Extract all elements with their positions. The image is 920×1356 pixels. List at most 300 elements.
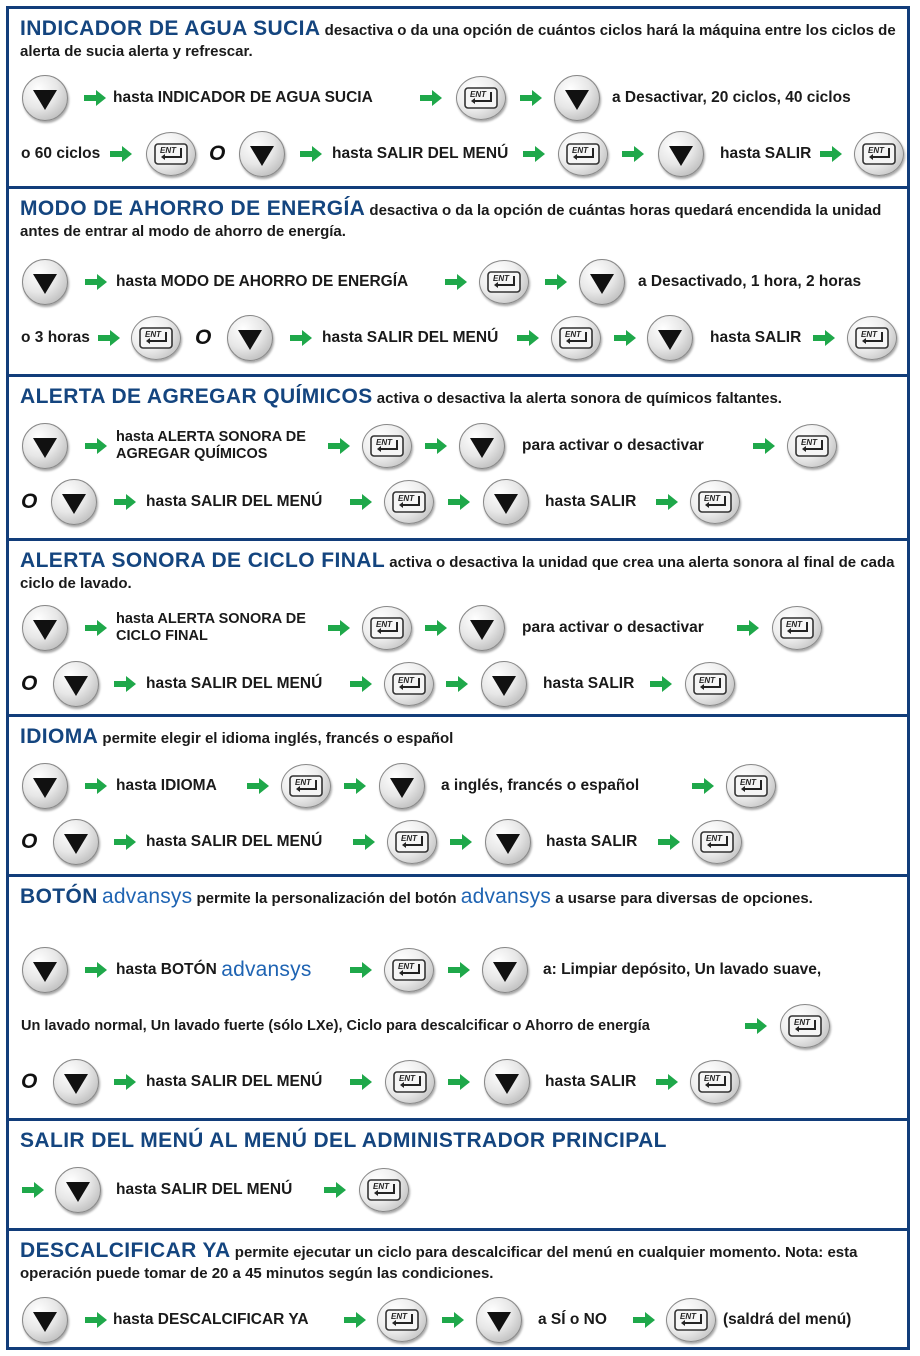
svg-text:ENT: ENT bbox=[794, 1018, 810, 1027]
svg-text:ENT: ENT bbox=[398, 494, 414, 503]
down-arrow-button-icon bbox=[647, 315, 693, 361]
icon-slot bbox=[84, 603, 110, 653]
down-arrow-button-icon bbox=[483, 479, 529, 525]
green-arrow-icon bbox=[736, 618, 762, 638]
section-heading bbox=[20, 198, 897, 242]
down-arrow-button-icon bbox=[481, 661, 527, 707]
icon-slot bbox=[362, 421, 412, 471]
icon-slot bbox=[655, 1057, 681, 1107]
icon-slot bbox=[424, 603, 450, 653]
icon-slot bbox=[519, 73, 545, 123]
green-arrow-icon bbox=[349, 1072, 375, 1092]
icon-slot bbox=[53, 817, 99, 867]
down-arrow-button-icon bbox=[579, 259, 625, 305]
svg-text:ENT: ENT bbox=[861, 330, 877, 339]
green-arrow-icon bbox=[352, 832, 378, 852]
icon-slot bbox=[84, 1295, 110, 1345]
svg-text:ENT: ENT bbox=[470, 90, 486, 99]
svg-text:ENT: ENT bbox=[145, 330, 161, 339]
section-title: MODO DE AHORRO DE ENERGÍA bbox=[20, 197, 366, 220]
enter-button-icon bbox=[362, 606, 412, 650]
green-arrow-icon bbox=[323, 1180, 349, 1200]
down-arrow-button-icon bbox=[22, 1297, 68, 1343]
green-arrow-icon bbox=[84, 776, 110, 796]
step-text: hasta SALIR DEL MENÚ bbox=[146, 833, 323, 850]
enter-button-icon bbox=[384, 948, 434, 992]
section-description: desactiva o da una opción de cuántos ciclos hará la máquina entre los ciclos de alerta de sucia alerta y refrescar. bbox=[20, 22, 896, 60]
enter-button-icon bbox=[780, 1004, 830, 1048]
icon-slot bbox=[113, 659, 139, 709]
svg-text:ENT: ENT bbox=[373, 1182, 389, 1191]
enter-button-icon bbox=[551, 316, 601, 360]
icon-slot bbox=[484, 1057, 530, 1107]
icon-slot bbox=[53, 1057, 99, 1107]
green-arrow-icon bbox=[84, 272, 110, 292]
icon-slot bbox=[812, 313, 838, 363]
section-energy-saving-mode bbox=[9, 189, 907, 377]
green-arrow-icon bbox=[84, 618, 110, 638]
green-arrow-icon bbox=[299, 144, 325, 164]
step-text: hasta BOTÓN bbox=[116, 961, 217, 978]
down-arrow-button-icon bbox=[53, 1059, 99, 1105]
svg-text:ENT: ENT bbox=[399, 1074, 415, 1083]
icon-slot bbox=[349, 945, 375, 995]
advansys-logo: advansys bbox=[221, 958, 312, 981]
icon-slot bbox=[447, 1057, 473, 1107]
icon-slot bbox=[384, 659, 434, 709]
green-arrow-icon bbox=[97, 328, 123, 348]
step-text: hasta INDICADOR DE AGUA SUCIA bbox=[113, 89, 373, 106]
enter-button-icon bbox=[362, 424, 412, 468]
down-arrow-button-icon bbox=[227, 315, 273, 361]
green-arrow-icon bbox=[632, 1310, 658, 1330]
down-arrow-button-icon bbox=[22, 259, 68, 305]
icon-slot bbox=[131, 313, 181, 363]
or-label: O bbox=[195, 326, 212, 349]
enter-button-icon bbox=[385, 1060, 435, 1104]
green-arrow-icon bbox=[812, 328, 838, 348]
icon-slot bbox=[377, 1295, 427, 1345]
green-arrow-icon bbox=[752, 436, 778, 456]
icon-slot bbox=[483, 477, 529, 527]
svg-text:ENT: ENT bbox=[391, 1312, 407, 1321]
icon-slot bbox=[481, 659, 527, 709]
svg-text:ENT: ENT bbox=[401, 834, 417, 843]
green-arrow-icon bbox=[424, 618, 450, 638]
section-heading bbox=[20, 726, 897, 749]
icon-slot bbox=[55, 1165, 101, 1215]
step-note: (saldrá del menú) bbox=[723, 1311, 852, 1328]
icon-slot bbox=[445, 659, 471, 709]
section-cycle-end-alert bbox=[9, 541, 907, 717]
icon-slot bbox=[323, 1165, 349, 1215]
svg-text:ENT: ENT bbox=[699, 676, 715, 685]
section-advansys-button bbox=[9, 877, 907, 1121]
icon-slot bbox=[666, 1295, 716, 1345]
icon-slot bbox=[84, 421, 110, 471]
section-dirty-water-indicator bbox=[9, 9, 907, 189]
green-arrow-icon bbox=[327, 618, 353, 638]
step-text: a: Limpiar depósito, Un lavado suave, bbox=[543, 961, 822, 978]
icon-slot bbox=[744, 1001, 770, 1051]
icon-slot bbox=[359, 1165, 409, 1215]
icon-slot bbox=[736, 603, 762, 653]
icon-slot bbox=[482, 945, 528, 995]
icon-slot bbox=[53, 659, 99, 709]
icon-slot bbox=[690, 477, 740, 527]
icon-slot bbox=[327, 603, 353, 653]
icon-slot bbox=[385, 1057, 435, 1107]
enter-button-icon bbox=[854, 132, 904, 176]
green-arrow-icon bbox=[519, 88, 545, 108]
step-text: a inglés, francés o español bbox=[441, 777, 640, 794]
green-arrow-icon bbox=[21, 1180, 47, 1200]
section-title: BOTÓN bbox=[20, 885, 98, 908]
icon-slot bbox=[632, 1295, 658, 1345]
green-arrow-icon bbox=[113, 492, 139, 512]
down-arrow-button-icon bbox=[22, 947, 68, 993]
green-arrow-icon bbox=[113, 832, 139, 852]
green-arrow-icon bbox=[655, 492, 681, 512]
icon-slot bbox=[83, 73, 109, 123]
icon-slot bbox=[657, 817, 683, 867]
svg-text:ENT: ENT bbox=[398, 676, 414, 685]
green-arrow-icon bbox=[84, 960, 110, 980]
green-arrow-icon bbox=[613, 328, 639, 348]
green-arrow-icon bbox=[109, 144, 135, 164]
enter-button-icon bbox=[281, 764, 331, 808]
icon-slot bbox=[752, 421, 778, 471]
section-description: activa o desactiva la unidad que crea una alerta sonora al final de cada ciclo de lavado. bbox=[20, 554, 895, 592]
step-text: hasta DESCALCIFICAR YA bbox=[113, 1311, 309, 1328]
icon-slot bbox=[685, 659, 735, 709]
down-arrow-button-icon bbox=[22, 423, 68, 469]
icon-slot bbox=[613, 313, 639, 363]
icon-slot bbox=[621, 129, 647, 179]
green-arrow-icon bbox=[649, 674, 675, 694]
icon-slot bbox=[352, 817, 378, 867]
icon-slot bbox=[551, 313, 601, 363]
enter-button-icon bbox=[685, 662, 735, 706]
icon-slot bbox=[343, 1295, 369, 1345]
enter-button-icon bbox=[377, 1298, 427, 1342]
green-arrow-icon bbox=[447, 492, 473, 512]
instruction-panel bbox=[6, 6, 910, 1350]
icon-slot bbox=[522, 129, 548, 179]
svg-text:ENT: ENT bbox=[740, 778, 756, 787]
icon-slot bbox=[22, 603, 68, 653]
icon-slot bbox=[854, 129, 904, 179]
icon-slot bbox=[579, 257, 625, 307]
green-arrow-icon bbox=[544, 272, 570, 292]
icon-slot bbox=[84, 257, 110, 307]
step-text: hasta SALIR bbox=[545, 1073, 637, 1090]
icon-slot bbox=[544, 257, 570, 307]
svg-text:ENT: ENT bbox=[493, 274, 509, 283]
icon-slot bbox=[22, 1295, 68, 1345]
or-label: O bbox=[21, 672, 38, 695]
icon-slot bbox=[819, 129, 845, 179]
icon-slot bbox=[349, 477, 375, 527]
icon-slot bbox=[327, 421, 353, 471]
enter-button-icon bbox=[666, 1298, 716, 1342]
icon-slot bbox=[444, 257, 470, 307]
down-arrow-button-icon bbox=[658, 131, 704, 177]
icon-slot bbox=[554, 73, 600, 123]
step-text: hasta SALIR DEL MENÚ bbox=[146, 1073, 323, 1090]
icon-slot bbox=[459, 603, 505, 653]
icon-slot bbox=[84, 945, 110, 995]
green-arrow-icon bbox=[655, 1072, 681, 1092]
icon-slot bbox=[343, 761, 369, 811]
enter-button-icon bbox=[847, 316, 897, 360]
icon-slot bbox=[22, 73, 68, 123]
green-arrow-icon bbox=[349, 492, 375, 512]
down-arrow-button-icon bbox=[22, 763, 68, 809]
down-arrow-button-icon bbox=[459, 605, 505, 651]
enter-button-icon bbox=[387, 820, 437, 864]
enter-button-icon bbox=[772, 606, 822, 650]
section-heading bbox=[20, 1240, 897, 1284]
step-text: hasta SALIR bbox=[543, 675, 635, 692]
enter-button-icon bbox=[384, 480, 434, 524]
step-text: hasta MODO DE AHORRO DE ENERGÍA bbox=[116, 273, 409, 290]
svg-text:ENT: ENT bbox=[398, 962, 414, 971]
icon-slot bbox=[362, 603, 412, 653]
step-text: hasta SALIR DEL MENÚ bbox=[146, 675, 323, 692]
green-arrow-icon bbox=[349, 674, 375, 694]
section-add-chemicals-alert bbox=[9, 377, 907, 541]
down-arrow-button-icon bbox=[239, 131, 285, 177]
down-arrow-button-icon bbox=[22, 75, 68, 121]
green-arrow-icon bbox=[84, 436, 110, 456]
step-text: hasta ALERTA SONORA DE AGREGAR QUÍMICOS bbox=[116, 429, 306, 462]
green-arrow-icon bbox=[349, 960, 375, 980]
or-label: O bbox=[209, 142, 226, 165]
icon-slot bbox=[649, 659, 675, 709]
icon-slot bbox=[691, 761, 717, 811]
green-arrow-icon bbox=[84, 1310, 110, 1330]
green-arrow-icon bbox=[522, 144, 548, 164]
svg-text:ENT: ENT bbox=[376, 620, 392, 629]
icon-slot bbox=[113, 1057, 139, 1107]
enter-button-icon bbox=[558, 132, 608, 176]
icon-slot bbox=[387, 817, 437, 867]
or-label: O bbox=[21, 490, 38, 513]
svg-text:ENT: ENT bbox=[704, 494, 720, 503]
section-title: INDICADOR DE AGUA SUCIA bbox=[20, 17, 321, 40]
step-text: hasta SALIR bbox=[545, 493, 637, 510]
down-arrow-button-icon bbox=[459, 423, 505, 469]
advansys-logo: advansys bbox=[102, 885, 193, 908]
icon-slot bbox=[447, 945, 473, 995]
icon-slot bbox=[227, 313, 273, 363]
down-arrow-button-icon bbox=[484, 1059, 530, 1105]
svg-text:ENT: ENT bbox=[295, 778, 311, 787]
icon-slot bbox=[113, 817, 139, 867]
section-description: permite elegir el idioma inglés, francés o español bbox=[102, 730, 454, 747]
green-arrow-icon bbox=[343, 776, 369, 796]
step-text: hasta SALIR bbox=[710, 329, 802, 346]
down-arrow-button-icon bbox=[53, 819, 99, 865]
down-arrow-button-icon bbox=[53, 661, 99, 707]
section-description: permite ejecutar un ciclo para descalcificar del menú en cualquier momento. Nota: esta operación puede tomar de 20 a 45 minutos según las condiciones. bbox=[20, 1244, 858, 1282]
icon-slot bbox=[476, 1295, 522, 1345]
icon-slot bbox=[726, 761, 776, 811]
step-text: hasta SALIR DEL MENÚ bbox=[116, 1181, 293, 1198]
icon-slot bbox=[419, 73, 445, 123]
down-arrow-button-icon bbox=[485, 819, 531, 865]
down-arrow-button-icon bbox=[22, 605, 68, 651]
green-arrow-icon bbox=[621, 144, 647, 164]
section-descale-now bbox=[9, 1231, 907, 1353]
green-arrow-icon bbox=[327, 436, 353, 456]
section-description: activa o desactiva la alerta sonora de químicos faltantes. bbox=[376, 390, 782, 407]
green-arrow-icon bbox=[289, 328, 315, 348]
step-text: o 3 horas bbox=[21, 329, 90, 346]
step-text: hasta SALIR DEL MENÚ bbox=[146, 493, 323, 510]
green-arrow-icon bbox=[691, 776, 717, 796]
section-title: SALIR DEL MENÚ AL MENÚ DEL ADMINISTRADOR PRINCIPAL bbox=[20, 1129, 667, 1152]
section-exit-to-admin-menu bbox=[9, 1121, 907, 1231]
enter-button-icon bbox=[146, 132, 196, 176]
svg-text:ENT: ENT bbox=[786, 620, 802, 629]
step-text: hasta SALIR bbox=[720, 145, 812, 162]
icon-slot bbox=[456, 73, 506, 123]
icon-slot bbox=[51, 477, 97, 527]
green-arrow-icon bbox=[819, 144, 845, 164]
step-text: Un lavado normal, Un lavado fuerte (sólo LXe), Ciclo para descalcificar o Ahorro de energía bbox=[21, 1018, 650, 1034]
section-title: ALERTA DE AGREGAR QUÍMICOS bbox=[20, 385, 373, 408]
step-text: a Desactivado, 1 hora, 2 horas bbox=[638, 273, 862, 290]
icon-slot bbox=[21, 1165, 47, 1215]
icon-slot bbox=[281, 761, 331, 811]
icon-slot bbox=[349, 659, 375, 709]
icon-slot bbox=[485, 817, 531, 867]
section-description: permite la personalización del botón bbox=[196, 890, 457, 907]
enter-button-icon bbox=[131, 316, 181, 360]
down-arrow-button-icon bbox=[476, 1297, 522, 1343]
icon-slot bbox=[647, 313, 693, 363]
icon-slot bbox=[558, 129, 608, 179]
svg-text:ENT: ENT bbox=[572, 146, 588, 155]
enter-button-icon bbox=[690, 480, 740, 524]
section-title: DESCALCIFICAR YA bbox=[20, 1239, 231, 1262]
icon-slot bbox=[109, 129, 135, 179]
enter-button-icon bbox=[384, 662, 434, 706]
enter-button-icon bbox=[479, 260, 529, 304]
enter-button-icon bbox=[456, 76, 506, 120]
step-text: para activar o desactivar bbox=[522, 619, 704, 636]
svg-text:ENT: ENT bbox=[868, 146, 884, 155]
enter-button-icon bbox=[726, 764, 776, 808]
icon-slot bbox=[113, 477, 139, 527]
step-text: hasta SALIR DEL MENÚ bbox=[322, 329, 499, 346]
green-arrow-icon bbox=[113, 1072, 139, 1092]
section-language bbox=[9, 717, 907, 877]
enter-button-icon bbox=[690, 1060, 740, 1104]
green-arrow-icon bbox=[441, 1310, 467, 1330]
svg-text:ENT: ENT bbox=[706, 834, 722, 843]
icon-slot bbox=[384, 945, 434, 995]
icon-slot bbox=[424, 421, 450, 471]
green-arrow-icon bbox=[447, 1072, 473, 1092]
section-title: IDIOMA bbox=[20, 725, 99, 748]
green-arrow-icon bbox=[113, 674, 139, 694]
icon-slot bbox=[658, 129, 704, 179]
icon-slot bbox=[516, 313, 542, 363]
step-text: hasta IDIOMA bbox=[116, 777, 217, 794]
icon-slot bbox=[146, 129, 196, 179]
icon-slot bbox=[84, 761, 110, 811]
down-arrow-button-icon bbox=[51, 479, 97, 525]
icon-slot bbox=[22, 945, 68, 995]
icon-slot bbox=[692, 817, 742, 867]
or-label: O bbox=[21, 1070, 38, 1093]
section-description: desactiva o da la opción de cuántas horas quedará encendida la unidad antes de entrar al modo de ahorro de energía. bbox=[20, 202, 882, 240]
icon-slot bbox=[379, 761, 425, 811]
down-arrow-button-icon bbox=[379, 763, 425, 809]
icon-slot bbox=[22, 421, 68, 471]
or-label: O bbox=[21, 830, 38, 853]
icon-slot bbox=[97, 313, 123, 363]
section-heading bbox=[20, 550, 897, 594]
green-arrow-icon bbox=[246, 776, 272, 796]
green-arrow-icon bbox=[343, 1310, 369, 1330]
advansys-logo: advansys bbox=[460, 885, 552, 908]
step-text: hasta SALIR bbox=[546, 833, 638, 850]
step-text: o 60 ciclos bbox=[21, 145, 101, 162]
icon-slot bbox=[299, 129, 325, 179]
step-text: hasta SALIR DEL MENÚ bbox=[332, 145, 509, 162]
section-heading bbox=[20, 18, 897, 62]
svg-text:ENT: ENT bbox=[801, 438, 817, 447]
icon-slot bbox=[349, 1057, 375, 1107]
icon-slot bbox=[787, 421, 837, 471]
green-arrow-icon bbox=[657, 832, 683, 852]
icon-slot bbox=[459, 421, 505, 471]
step-text: para activar o desactivar bbox=[522, 437, 704, 454]
enter-button-icon bbox=[787, 424, 837, 468]
green-arrow-icon bbox=[424, 436, 450, 456]
icon-slot bbox=[441, 1295, 467, 1345]
icon-slot bbox=[772, 603, 822, 653]
icon-slot bbox=[22, 761, 68, 811]
section-heading bbox=[20, 886, 897, 909]
green-arrow-icon bbox=[83, 88, 109, 108]
section-title: ALERTA SONORA DE CICLO FINAL bbox=[20, 549, 386, 572]
icon-slot bbox=[690, 1057, 740, 1107]
section-heading bbox=[20, 386, 897, 409]
icon-slot bbox=[655, 477, 681, 527]
icon-slot bbox=[239, 129, 285, 179]
svg-text:ENT: ENT bbox=[565, 330, 581, 339]
down-arrow-button-icon bbox=[554, 75, 600, 121]
icon-slot bbox=[847, 313, 897, 363]
section-description: a usarse para diversas de opciones. bbox=[555, 890, 813, 907]
icon-slot bbox=[449, 817, 475, 867]
icon-slot bbox=[479, 257, 529, 307]
green-arrow-icon bbox=[516, 328, 542, 348]
step-text: a SÍ o NO bbox=[538, 1311, 607, 1328]
down-arrow-button-icon bbox=[55, 1167, 101, 1213]
icon-slot bbox=[246, 761, 272, 811]
icon-slot bbox=[22, 257, 68, 307]
icon-slot bbox=[289, 313, 315, 363]
svg-text:ENT: ENT bbox=[704, 1074, 720, 1083]
section-heading bbox=[20, 1130, 897, 1153]
icon-slot bbox=[447, 477, 473, 527]
